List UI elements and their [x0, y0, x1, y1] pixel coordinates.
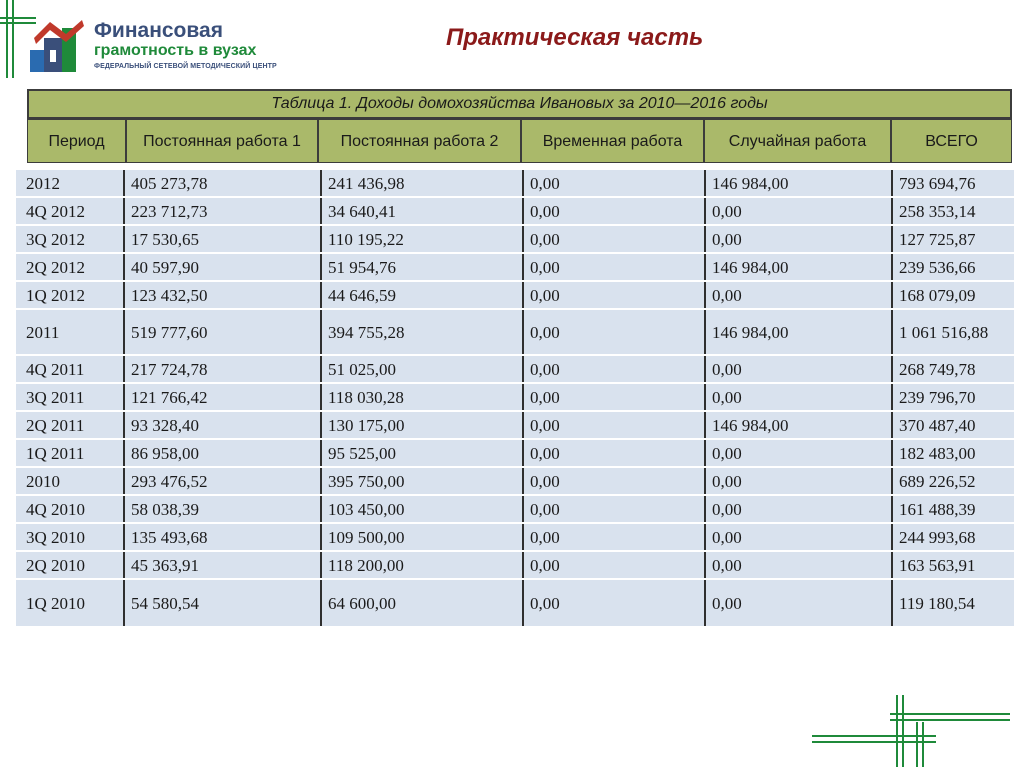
table-cell: 2012 — [26, 173, 60, 193]
table-cell: 1Q 2011 — [26, 443, 85, 463]
table-cell: 395 750,00 — [320, 468, 522, 494]
table-row — [16, 412, 1014, 440]
table-cell: 3Q 2010 — [26, 527, 86, 547]
table-cell: 268 749,78 — [891, 356, 1014, 382]
table-cell: 146 984,00 — [704, 310, 891, 354]
table-cell: 4Q 2011 — [26, 359, 85, 379]
slide-title: Практическая часть — [446, 24, 704, 51]
table-cell: 168 079,09 — [891, 282, 1014, 308]
table-cell: 2Q 2011 — [26, 415, 85, 435]
logo-line-3: ФЕДЕРАЛЬНЫЙ СЕТЕВОЙ МЕТОДИЧЕСКИЙ ЦЕНТР — [94, 63, 277, 70]
table-cell: 17 530,65 — [123, 226, 320, 252]
table-cell: 146 984,00 — [704, 412, 891, 438]
logo — [30, 18, 330, 78]
table-cell: 2Q 2012 — [26, 257, 86, 277]
table-cell: 0,00 — [522, 496, 704, 522]
table-cell: 58 038,39 — [123, 496, 320, 522]
table-cell: 135 493,68 — [123, 524, 320, 550]
table-cell: 130 175,00 — [320, 412, 522, 438]
column-header: Постоянная работа 1 — [126, 119, 318, 163]
table-cell: 86 958,00 — [123, 440, 320, 466]
table-row — [16, 310, 1014, 356]
table-cell: 146 984,00 — [704, 254, 891, 280]
table-cell: 161 488,39 — [891, 496, 1014, 522]
table-cell: 0,00 — [522, 254, 704, 280]
column-header: ВСЕГО — [891, 119, 1012, 163]
table-row — [16, 468, 1014, 496]
table-cell: 239 796,70 — [891, 384, 1014, 410]
table-cell: 182 483,00 — [891, 440, 1014, 466]
table-cell: 44 646,59 — [320, 282, 522, 308]
table-cell: 689 226,52 — [891, 468, 1014, 494]
table-cell: 519 777,60 — [123, 310, 320, 354]
table-caption: Таблица 1. Доходы домохозяйства Ивановых за 2010—2016 годы — [27, 89, 1012, 119]
table-row — [16, 170, 1014, 198]
logo-line-1: Финансовая — [94, 19, 223, 42]
column-header: Период — [27, 119, 126, 163]
table-cell: 64 600,00 — [320, 580, 522, 626]
table-cell: 0,00 — [522, 170, 704, 196]
table-cell: 110 195,22 — [320, 226, 522, 252]
table-cell: 0,00 — [522, 384, 704, 410]
table-cell: 223 712,73 — [123, 198, 320, 224]
table-cell: 0,00 — [522, 226, 704, 252]
table-cell: 1Q 2010 — [26, 593, 86, 613]
table-cell: 54 580,54 — [123, 580, 320, 626]
table-cell: 40 597,90 — [123, 254, 320, 280]
table-cell: 239 536,66 — [891, 254, 1014, 280]
table-cell: 0,00 — [704, 496, 891, 522]
table-cell: 0,00 — [704, 440, 891, 466]
table-cell: 258 353,14 — [891, 198, 1014, 224]
table-row — [16, 198, 1014, 226]
column-header: Случайная работа — [704, 119, 891, 163]
table-cell: 370 487,40 — [891, 412, 1014, 438]
table-cell: 2Q 2010 — [26, 555, 86, 575]
table-row — [16, 226, 1014, 254]
table-cell: 0,00 — [522, 580, 704, 626]
table-cell: 293 476,52 — [123, 468, 320, 494]
table-cell: 4Q 2012 — [26, 201, 86, 221]
table-cell: 1Q 2012 — [26, 285, 86, 305]
table-cell: 0,00 — [704, 552, 891, 578]
table-cell: 0,00 — [522, 282, 704, 308]
table-cell: 0,00 — [704, 226, 891, 252]
table-cell: 121 766,42 — [123, 384, 320, 410]
table-cell: 0,00 — [522, 412, 704, 438]
table-cell: 793 694,76 — [891, 170, 1014, 196]
table-cell: 0,00 — [704, 356, 891, 382]
table-cell: 0,00 — [522, 468, 704, 494]
table-row — [16, 552, 1014, 580]
income-table-body — [16, 170, 1014, 626]
table-row — [16, 524, 1014, 552]
table-cell: 3Q 2011 — [26, 387, 85, 407]
table-cell: 34 640,41 — [320, 198, 522, 224]
table-cell: 0,00 — [522, 552, 704, 578]
table-cell: 244 993,68 — [891, 524, 1014, 550]
financial-literacy-logo-icon — [30, 20, 88, 74]
table-cell: 217 724,78 — [123, 356, 320, 382]
table-cell: 1 061 516,88 — [891, 310, 1014, 354]
table-row — [16, 282, 1014, 310]
table-cell: 118 200,00 — [320, 552, 522, 578]
table-cell: 95 525,00 — [320, 440, 522, 466]
table-cell: 0,00 — [704, 198, 891, 224]
table-cell: 93 328,40 — [123, 412, 320, 438]
table-cell: 109 500,00 — [320, 524, 522, 550]
table-cell: 123 432,50 — [123, 282, 320, 308]
table-row — [16, 254, 1014, 282]
table-cell: 0,00 — [704, 524, 891, 550]
table-cell: 0,00 — [704, 580, 891, 626]
table-row — [16, 496, 1014, 524]
table-header-row — [27, 119, 1012, 163]
table-cell: 394 755,28 — [320, 310, 522, 354]
table-row — [16, 580, 1014, 626]
table-cell: 119 180,54 — [891, 580, 1014, 626]
table-cell: 0,00 — [522, 198, 704, 224]
table-cell: 2010 — [26, 471, 60, 491]
table-cell: 51 025,00 — [320, 356, 522, 382]
table-cell: 241 436,98 — [320, 170, 522, 196]
table-cell: 0,00 — [704, 282, 891, 308]
table-cell: 3Q 2012 — [26, 229, 86, 249]
table-cell: 103 450,00 — [320, 496, 522, 522]
column-header: Постоянная работа 2 — [318, 119, 521, 163]
table-cell: 0,00 — [522, 356, 704, 382]
table-row — [16, 440, 1014, 468]
table-cell: 405 273,78 — [123, 170, 320, 196]
table-row — [16, 384, 1014, 412]
table-cell: 2011 — [26, 322, 60, 342]
table-cell: 0,00 — [522, 310, 704, 354]
table-cell: 0,00 — [522, 440, 704, 466]
table-cell: 0,00 — [522, 524, 704, 550]
logo-line-2: грамотность в вузах — [94, 42, 257, 59]
table-cell: 0,00 — [704, 468, 891, 494]
table-row — [16, 356, 1014, 384]
table-cell: 45 363,91 — [123, 552, 320, 578]
table-cell: 118 030,28 — [320, 384, 522, 410]
table-cell: 163 563,91 — [891, 552, 1014, 578]
table-cell: 127 725,87 — [891, 226, 1014, 252]
table-cell: 146 984,00 — [704, 170, 891, 196]
table-cell: 51 954,76 — [320, 254, 522, 280]
table-cell: 4Q 2010 — [26, 499, 86, 519]
column-header: Временная работа — [521, 119, 704, 163]
table-cell: 0,00 — [704, 384, 891, 410]
